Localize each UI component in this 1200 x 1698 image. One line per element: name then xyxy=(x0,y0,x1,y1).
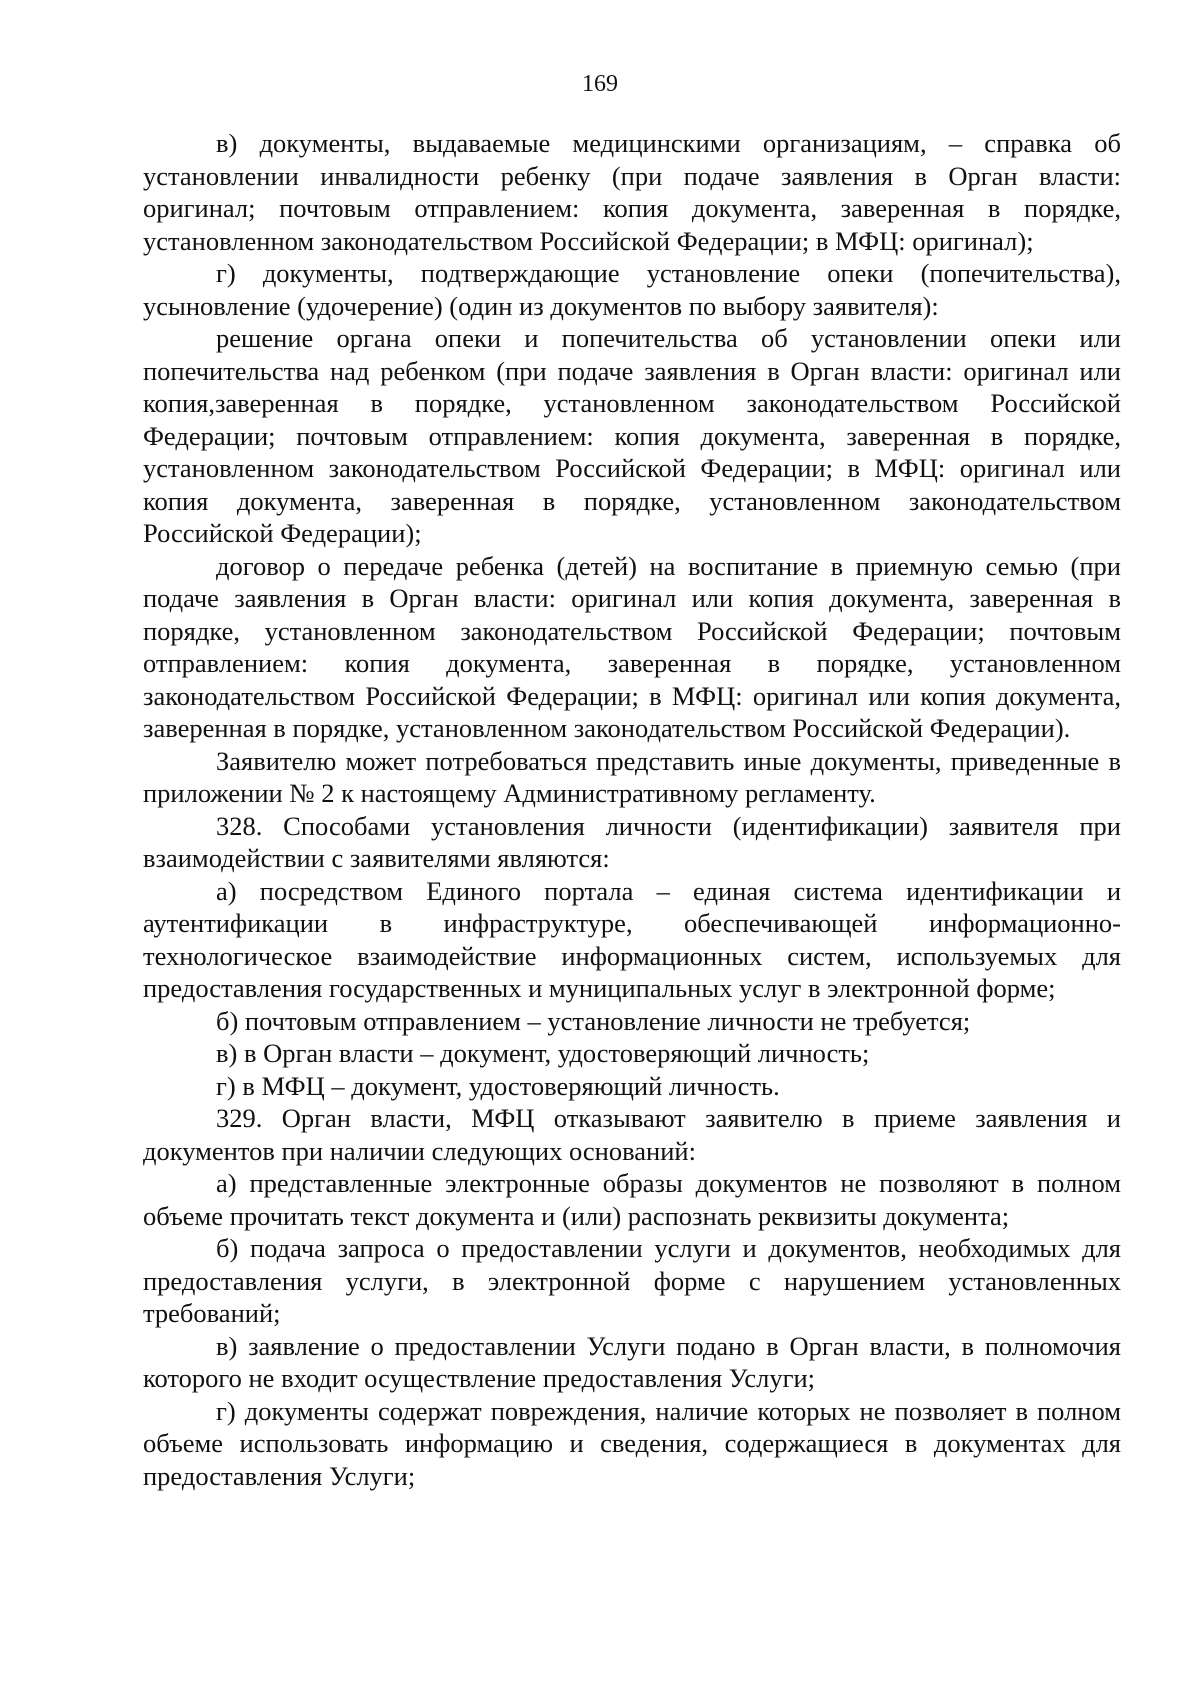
paragraph-328-item-v: в) в Орган власти – документ, удостоверяющий личность; xyxy=(216,1038,870,1068)
paragraph-foster-family-agreement: договор о передаче ребенка (детей) на воспитание в приемную семью (при подаче заявления в Орган власти: оригинал или копия документа, заверенная в порядке, установленном законодательством Российской Федерации; почтовым отправлением: копия документа, заверенная в порядке, установленном законодательством Российской Федерации; в МФЦ: оригинал или копия документа, заверенная в порядке, установленном законодательством Российской Федерации). xyxy=(143,550,1121,743)
page-number: 169 xyxy=(582,71,618,97)
paragraph-item-v-medical-documents: в) документы, выдаваемые медицинскими организациям, – справка об установлении инвалидности ребенку (при подаче заявления в Орган власти: оригинал; почтовым отправлением: копия документа, заверенная в порядке, установленном законодательством Российской Федерации; в МФЦ: оригинал); xyxy=(143,128,1121,256)
paragraph-328-item-g: г) в МФЦ – документ, удостоверяющий личность. xyxy=(216,1070,780,1101)
paragraph-other-documents: Заявителю может потребоваться представить иные документы, приведенные в приложении № 2 к настоящему Административному регламенту. xyxy=(143,745,1121,808)
paragraph-328-item-b: б) почтовым отправлением – установление личности не требуется; xyxy=(216,1005,971,1036)
document-body xyxy=(143,127,1121,1492)
paragraph-329-item-g: г) документы содержат повреждения, наличие которых не позволяет в полном объеме использовать информацию и сведения, содержащиеся в документах для предоставления Услуги; xyxy=(143,1395,1121,1491)
paragraph-item-g-guardianship-documents: г) документы, подтверждающие установление опеки (попечительства), усыновление (удочерение) (один из документов по выбору заявителя): xyxy=(143,258,1121,321)
paragraph-328-identification-methods: 328. Способами установления личности (идентификации) заявителя при взаимодействии с заявителями являются: xyxy=(143,810,1121,873)
paragraph-329-item-a: а) представленные электронные образы документов не позволяют в полном объеме прочитать текст документа и (или) распознать реквизиты документа; xyxy=(143,1168,1121,1231)
paragraph-328-item-a: а) посредством Единого портала – единая система идентификации и аутентификации в инфраструктуре, обеспечивающей информационно-технологическое взаимодействие информационных систем, используемых для предоставления государственных и муниципальных услуг в электронной форме; xyxy=(143,875,1121,1003)
paragraph-329-item-b: б) подача запроса о предоставлении услуги и документов, необходимых для предоставления услуги, в электронной форме с нарушением установленных требований; xyxy=(143,1233,1121,1328)
paragraph-329-refusal-grounds: 329. Орган власти, МФЦ отказывают заявителю в приеме заявления и документов при наличии следующих оснований: xyxy=(143,1103,1121,1166)
paragraph-guardianship-decision: решение органа опеки и попечительства об установлении опеки или попечительства над ребенком (при подаче заявления в Орган власти: оригинал или копия,заверенная в порядке, установленном законодательством Российской Федерации; почтовым отправлением: копия документа, заверенная в порядке, установленном законодательством Российской Федерации; в МФЦ: оригинал или копия документа, заверенная в порядке, установленном законодательством Российской Федерации); xyxy=(143,323,1121,548)
paragraph-329-item-v: в) заявление о предоставлении Услуги подано в Орган власти, в полномочия которого не входит осуществление предоставления Услуги; xyxy=(143,1330,1121,1393)
